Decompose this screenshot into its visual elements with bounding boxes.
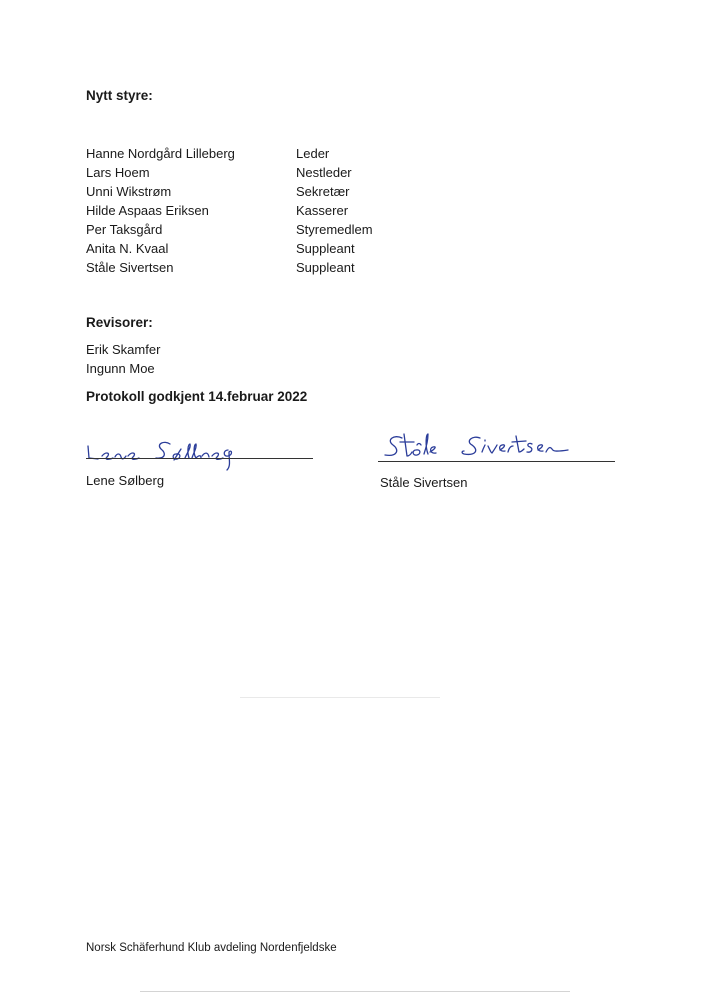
member-name: Ståle Sivertsen <box>86 260 174 275</box>
member-name: Hanne Nordgård Lilleberg <box>86 146 235 161</box>
member-role: Suppleant <box>296 260 355 275</box>
footer-organization: Norsk Schäferhund Klub avdeling Nordenfjeldske <box>86 942 337 954</box>
approval-statement: Protokoll godkjent 14.februar 2022 <box>86 389 308 404</box>
signatory-name: Ståle Sivertsen <box>380 475 468 490</box>
board-heading: Nytt styre: <box>86 88 153 103</box>
signature-stale-sivertsen <box>380 430 580 470</box>
member-role: Kasserer <box>296 203 349 218</box>
auditor-name: Ingunn Moe <box>86 361 155 376</box>
member-role: Suppleant <box>296 241 355 256</box>
scan-artifact-line <box>140 991 570 992</box>
signature-line <box>378 461 615 462</box>
member-role: Styremedlem <box>296 222 373 237</box>
member-name: Unni Wikstrøm <box>86 184 172 199</box>
scan-artifact-line <box>240 697 440 698</box>
member-role: Nestleder <box>296 165 352 180</box>
signature-line <box>86 458 313 459</box>
member-name: Hilde Aspaas Eriksen <box>86 203 209 218</box>
auditors-heading: Revisorer: <box>86 315 153 330</box>
auditor-name: Erik Skamfer <box>86 342 161 357</box>
member-name: Lars Hoem <box>86 165 150 180</box>
member-role: Leder <box>296 146 330 161</box>
signatory-name: Lene Sølberg <box>86 473 165 488</box>
member-role: Sekretær <box>296 184 350 199</box>
member-name: Per Taksgård <box>86 222 163 237</box>
member-name: Anita N. Kvaal <box>86 241 169 256</box>
